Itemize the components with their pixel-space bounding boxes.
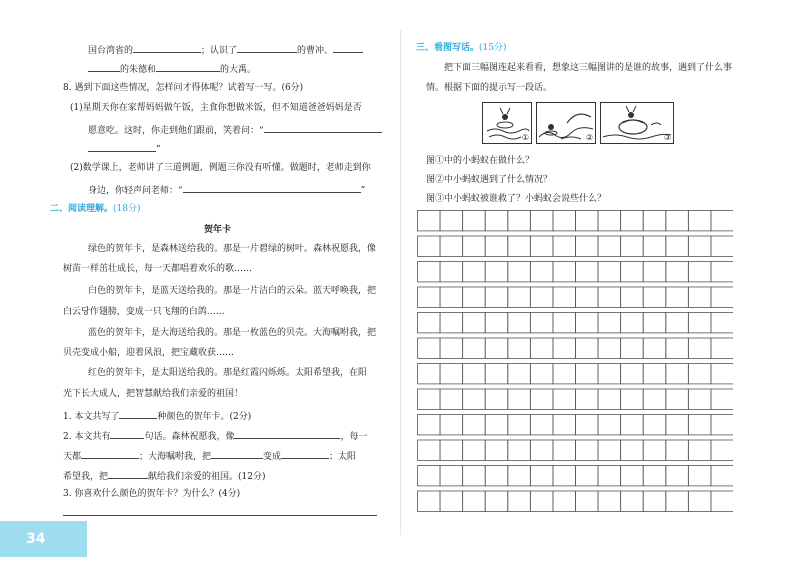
q2-text-3: ，每一 xyxy=(340,432,368,442)
article-line: 绿色的贺年卡，是森林送给我的。那是一片碧绿的树叶。森林祝愿我，像 xyxy=(88,244,377,254)
grid-cell[interactable] xyxy=(643,313,666,333)
section-2-points: (18分) xyxy=(113,204,141,214)
answer-blank[interactable] xyxy=(333,42,363,53)
picture-2-label: ② xyxy=(585,133,593,142)
q7-text-4: 的朱德和 xyxy=(120,65,157,75)
prompt-1: 图①中的小蚂蚁在做什么？ xyxy=(426,156,535,166)
grid-cell[interactable] xyxy=(485,313,508,333)
grid-cell[interactable] xyxy=(688,262,711,282)
grid-cell[interactable] xyxy=(576,491,599,511)
grid-cell[interactable] xyxy=(485,287,508,307)
grid-cell[interactable] xyxy=(621,466,644,486)
grid-cell[interactable] xyxy=(463,364,486,384)
grid-cell[interactable] xyxy=(711,364,733,384)
grid-cell[interactable] xyxy=(485,338,508,358)
grid-cell[interactable] xyxy=(576,338,599,358)
grid-cell[interactable] xyxy=(666,364,689,384)
answer-blank[interactable] xyxy=(88,61,120,72)
question-2-line2 xyxy=(63,448,356,463)
close-quote: ” xyxy=(156,145,161,155)
grid-cell[interactable] xyxy=(598,236,621,256)
grid-cell[interactable] xyxy=(666,466,689,486)
grid-cell[interactable] xyxy=(463,262,486,282)
grid-cell[interactable] xyxy=(440,389,463,409)
grid-cell[interactable] xyxy=(440,415,463,435)
grid-cell[interactable] xyxy=(643,491,666,511)
grid-cell[interactable] xyxy=(485,236,508,256)
q8-sub1-line1: (1)星期天你在家帮妈妈做午饭，主食你想做米饭，但不知道爸爸妈妈是否 xyxy=(70,103,362,113)
grid-cell[interactable] xyxy=(508,364,531,384)
grid-cell[interactable] xyxy=(688,287,711,307)
grid-cell[interactable] xyxy=(576,236,599,256)
section-3-heading xyxy=(416,42,507,54)
grid-cell[interactable] xyxy=(688,211,711,231)
answer-blank[interactable] xyxy=(88,141,156,152)
grid-cell[interactable] xyxy=(711,415,733,435)
grid-cell[interactable] xyxy=(666,236,689,256)
grid-cell[interactable] xyxy=(530,466,553,486)
grid-cell[interactable] xyxy=(576,364,599,384)
q7-line-1 xyxy=(88,42,363,57)
grid-cell[interactable] xyxy=(666,415,689,435)
q2-text-4: 天都 xyxy=(63,452,82,462)
grid-cell[interactable] xyxy=(530,338,553,358)
grid-cell[interactable] xyxy=(666,491,689,511)
grid-cell[interactable] xyxy=(688,364,711,384)
grid-cell[interactable] xyxy=(553,236,576,256)
grid-cell[interactable] xyxy=(621,262,644,282)
q2-text: 2. 本文共有 xyxy=(63,432,111,442)
grid-cell[interactable] xyxy=(598,389,621,409)
grid-cell[interactable] xyxy=(553,262,576,282)
grid-cell[interactable] xyxy=(643,466,666,486)
grid-cell[interactable] xyxy=(463,236,486,256)
grid-cell[interactable] xyxy=(711,491,733,511)
grid-cell[interactable] xyxy=(711,211,733,231)
grid-cell[interactable] xyxy=(666,389,689,409)
picture-1 xyxy=(482,102,532,144)
article-line: 白云당作翅膀，变成一只飞翔的白鸽…… xyxy=(63,307,225,317)
answer-blank[interactable] xyxy=(281,448,329,459)
q2-text-5: ；大海嘱咐我，把 xyxy=(139,452,212,462)
grid-cell[interactable] xyxy=(463,440,486,460)
grid-cell[interactable] xyxy=(440,262,463,282)
prompt-2: 图②中小蚂蚁遇到了什么情况？ xyxy=(426,175,553,185)
grid-cell[interactable] xyxy=(508,338,531,358)
grid-cell[interactable] xyxy=(598,415,621,435)
grid-cell[interactable] xyxy=(485,364,508,384)
grid-cell[interactable] xyxy=(418,338,441,358)
page-number: 34 xyxy=(26,531,46,547)
section-2-heading xyxy=(50,203,141,215)
grid-cell[interactable] xyxy=(508,440,531,460)
grid-cell[interactable] xyxy=(418,389,441,409)
grid-cell[interactable] xyxy=(711,287,733,307)
grid-cell[interactable] xyxy=(688,415,711,435)
grid-cell[interactable] xyxy=(621,313,644,333)
grid-cell[interactable] xyxy=(711,338,733,358)
grid-cell[interactable] xyxy=(688,491,711,511)
grid-cell[interactable] xyxy=(418,491,441,511)
grid-cell[interactable] xyxy=(553,338,576,358)
grid-cell[interactable] xyxy=(418,466,441,486)
grid-cell[interactable] xyxy=(598,287,621,307)
grid-cell[interactable] xyxy=(621,491,644,511)
writing-grid[interactable] xyxy=(417,210,733,516)
grid-cell[interactable] xyxy=(463,491,486,511)
answer-blank[interactable] xyxy=(234,428,340,439)
answer-blank[interactable] xyxy=(211,448,263,459)
grid-cell[interactable] xyxy=(418,313,441,333)
grid-cell[interactable] xyxy=(598,338,621,358)
question-2-line1 xyxy=(63,428,367,443)
grid-cell[interactable] xyxy=(621,415,644,435)
grid-cell[interactable] xyxy=(440,287,463,307)
grid-cell[interactable] xyxy=(598,364,621,384)
article-line: 白色的贺年卡，是蓝天送给我的。那是一片洁白的云朵。蓝天呼唤我，把 xyxy=(88,286,377,296)
q7-text-2: ；认识了 xyxy=(201,46,238,56)
q2-text-6: 变成 xyxy=(263,452,282,462)
question-2-line3 xyxy=(63,468,266,483)
answer-blank[interactable] xyxy=(119,408,157,419)
grid-cell[interactable] xyxy=(440,491,463,511)
grid-cell[interactable] xyxy=(508,491,531,511)
grid-cell[interactable] xyxy=(643,236,666,256)
grid-cell[interactable] xyxy=(463,211,486,231)
grid-cell[interactable] xyxy=(643,415,666,435)
grid-cell[interactable] xyxy=(598,491,621,511)
grid-cell[interactable] xyxy=(553,440,576,460)
grid-cell[interactable] xyxy=(485,415,508,435)
prompt-3: 图③中小蚂蚁被谁救了？小蚂蚁会说些什么？ xyxy=(426,194,607,204)
q7-line-2 xyxy=(88,61,256,76)
grid-cell[interactable] xyxy=(711,440,733,460)
grid-cell[interactable] xyxy=(621,364,644,384)
grid-cell[interactable] xyxy=(666,211,689,231)
grid-cell[interactable] xyxy=(598,313,621,333)
ant-rescued-illustration xyxy=(601,103,673,143)
grid-cell[interactable] xyxy=(440,211,463,231)
grid-cell[interactable] xyxy=(508,211,531,231)
article-line: 贝壳变成小船，迎着风浪，把宝藏收获…… xyxy=(63,348,235,358)
answer-blank[interactable] xyxy=(264,122,382,133)
q8-sub2-line1: (2)数学课上，老师讲了三道例题，例题三你没有听懂。做题时，老师走到你 xyxy=(70,163,371,173)
grid-cell[interactable] xyxy=(463,415,486,435)
picture-1-label: ① xyxy=(521,133,529,142)
grid-cell[interactable] xyxy=(553,364,576,384)
grid-cell[interactable] xyxy=(621,236,644,256)
grid-cell[interactable] xyxy=(440,466,463,486)
grid-cell[interactable] xyxy=(418,236,441,256)
q2-text-7: ；太阳 xyxy=(329,452,357,462)
grid-cell[interactable] xyxy=(508,313,531,333)
answer-blank[interactable] xyxy=(110,428,144,439)
grid-cell[interactable] xyxy=(643,262,666,282)
q1-text-2: 种颜色的贺年卡。(2分) xyxy=(157,412,252,422)
section-2-label: 二、阅读理解。 xyxy=(50,204,114,214)
grid-cell[interactable] xyxy=(440,364,463,384)
instructions-line-1: 把下面三幅图连起来看看，想象这三幅图讲的是谁的故事，遇到了什么事 xyxy=(444,63,733,73)
article-title: 贺年卡 xyxy=(204,225,232,235)
grid-cell[interactable] xyxy=(711,236,733,256)
grid-cell[interactable] xyxy=(508,466,531,486)
picture-2 xyxy=(536,102,596,144)
grid-cell[interactable] xyxy=(440,313,463,333)
grid-cell[interactable] xyxy=(440,236,463,256)
answer-blank[interactable] xyxy=(183,182,361,193)
grid-cell[interactable] xyxy=(576,389,599,409)
grid-cell[interactable] xyxy=(711,389,733,409)
article-line: 树苗一样茁壮成长，每一天都唱着欢乐的歌…… xyxy=(63,264,253,274)
grid-cell[interactable] xyxy=(553,466,576,486)
grid-cell[interactable] xyxy=(643,211,666,231)
grid-cell[interactable] xyxy=(598,466,621,486)
grid-cell[interactable] xyxy=(440,338,463,358)
grid-cell[interactable] xyxy=(576,287,599,307)
article-line: 光下长大成人，把智慧献给我们亲爱的祖国！ xyxy=(63,389,244,399)
grid-cell[interactable] xyxy=(666,313,689,333)
grid-cell[interactable] xyxy=(598,262,621,282)
grid-cell[interactable] xyxy=(508,415,531,435)
grid-cell[interactable] xyxy=(418,211,441,231)
grid-cell[interactable] xyxy=(688,236,711,256)
grid-cell[interactable] xyxy=(530,211,553,231)
grid-cell[interactable] xyxy=(418,262,441,282)
question-3: 3. 你喜欢什么颜色的贺年卡？为什么？(4分) xyxy=(63,489,241,499)
grid-cell[interactable] xyxy=(666,262,689,282)
grid-cell[interactable] xyxy=(643,440,666,460)
grid-cell[interactable] xyxy=(688,440,711,460)
grid-cell[interactable] xyxy=(666,440,689,460)
grid-cell[interactable] xyxy=(621,287,644,307)
grid-cell[interactable] xyxy=(485,440,508,460)
grid-cell[interactable] xyxy=(621,389,644,409)
grid-cell[interactable] xyxy=(530,415,553,435)
grid-cell[interactable] xyxy=(530,440,553,460)
grid-cell[interactable] xyxy=(711,466,733,486)
section-3-label: 三、看图写话。 xyxy=(416,43,480,53)
q7-text-5: 的大禹。 xyxy=(220,65,257,75)
q2-text-9: 献给我们亲爱的祖国。(12分) xyxy=(148,472,266,482)
grid-cell[interactable] xyxy=(576,262,599,282)
question-1 xyxy=(63,408,251,423)
grid-cell[interactable] xyxy=(463,313,486,333)
answer-blank[interactable] xyxy=(237,42,297,53)
grid-cell[interactable] xyxy=(485,262,508,282)
q1-text: 1. 本文共写了 xyxy=(63,412,120,422)
grid-cell[interactable] xyxy=(621,211,644,231)
grid-cell[interactable] xyxy=(553,313,576,333)
close-quote: ” xyxy=(360,186,366,196)
writing-grid-lines xyxy=(417,210,733,516)
q8-sub1-text: 愿意吃。这时，你走到他们跟前，笑着问：“ xyxy=(88,126,264,136)
grid-cell[interactable] xyxy=(666,287,689,307)
grid-cell[interactable] xyxy=(508,389,531,409)
grid-cell[interactable] xyxy=(553,287,576,307)
grid-cell[interactable] xyxy=(688,313,711,333)
grid-cell[interactable] xyxy=(576,313,599,333)
q2-text-2: 句话。森林祝愿我，像 xyxy=(144,432,235,442)
answer-blank[interactable] xyxy=(156,61,220,72)
grid-cell[interactable] xyxy=(553,491,576,511)
grid-cell[interactable] xyxy=(508,262,531,282)
grid-cell[interactable] xyxy=(576,440,599,460)
grid-cell[interactable] xyxy=(485,211,508,231)
grid-cell[interactable] xyxy=(576,466,599,486)
picture-3 xyxy=(600,102,674,144)
grid-cell[interactable] xyxy=(463,338,486,358)
grid-cell[interactable] xyxy=(418,287,441,307)
grid-cell[interactable] xyxy=(621,440,644,460)
article-line: 蓝色的贺年卡，是大海送给我的。那是一枚蓝色的贝壳。大海嘱咐我，把 xyxy=(88,328,377,338)
grid-cell[interactable] xyxy=(418,415,441,435)
grid-cell[interactable] xyxy=(485,491,508,511)
grid-cell[interactable] xyxy=(598,440,621,460)
q7-text-3: 的曹冲、 xyxy=(297,46,334,56)
grid-cell[interactable] xyxy=(530,364,553,384)
grid-cell[interactable] xyxy=(553,211,576,231)
grid-cell[interactable] xyxy=(553,415,576,435)
grid-cell[interactable] xyxy=(530,262,553,282)
grid-cell[interactable] xyxy=(418,440,441,460)
page-number-tab xyxy=(0,521,87,557)
grid-cell[interactable] xyxy=(463,466,486,486)
q8-sub1-line2 xyxy=(88,122,382,137)
grid-cell[interactable] xyxy=(576,211,599,231)
q8-sub1-line3 xyxy=(88,141,161,156)
instructions-line-2: 情。根据下面的提示写一段话。 xyxy=(426,83,553,93)
q2-text-8: 希望我，把 xyxy=(63,472,109,482)
article-line: 红色的贺年卡，是太阳送给我的。那是红霞闪烁烁。太阳希望我，在阳 xyxy=(88,368,368,378)
grid-cell[interactable] xyxy=(643,287,666,307)
grid-cell[interactable] xyxy=(688,389,711,409)
grid-cell[interactable] xyxy=(688,338,711,358)
q7-text-1: 国台湾省的 xyxy=(88,46,134,56)
grid-cell[interactable] xyxy=(553,389,576,409)
picture-3-label: ③ xyxy=(663,133,671,142)
grid-cell[interactable] xyxy=(666,338,689,358)
q8-stem: 8. 遇到下面这些情况，怎样问才得体呢？试着写一写。(6分) xyxy=(63,83,304,93)
grid-cell[interactable] xyxy=(711,262,733,282)
grid-cell[interactable] xyxy=(621,338,644,358)
answer-line[interactable] xyxy=(63,515,377,516)
grid-cell[interactable] xyxy=(485,389,508,409)
grid-cell[interactable] xyxy=(711,313,733,333)
grid-cell[interactable] xyxy=(508,236,531,256)
grid-cell[interactable] xyxy=(463,287,486,307)
grid-cell[interactable] xyxy=(643,364,666,384)
grid-cell[interactable] xyxy=(530,287,553,307)
q8-sub2-text: 身边，你轻声问老师：“ xyxy=(88,186,183,196)
grid-cell[interactable] xyxy=(530,491,553,511)
grid-cell[interactable] xyxy=(508,287,531,307)
grid-cell[interactable] xyxy=(688,466,711,486)
grid-cell[interactable] xyxy=(576,415,599,435)
picture-sequence xyxy=(482,102,674,142)
grid-cell[interactable] xyxy=(485,466,508,486)
grid-cell[interactable] xyxy=(530,313,553,333)
q8-sub2-line2 xyxy=(88,182,365,197)
answer-blank[interactable] xyxy=(133,42,201,53)
answer-blank[interactable] xyxy=(108,468,148,479)
grid-cell[interactable] xyxy=(530,236,553,256)
grid-cell[interactable] xyxy=(440,440,463,460)
grid-cell[interactable] xyxy=(463,389,486,409)
section-3-points: (15分) xyxy=(479,43,507,53)
grid-cell[interactable] xyxy=(643,389,666,409)
grid-cell[interactable] xyxy=(418,364,441,384)
grid-cell[interactable] xyxy=(530,389,553,409)
answer-blank[interactable] xyxy=(81,448,139,459)
grid-cell[interactable] xyxy=(598,211,621,231)
grid-cell[interactable] xyxy=(643,338,666,358)
